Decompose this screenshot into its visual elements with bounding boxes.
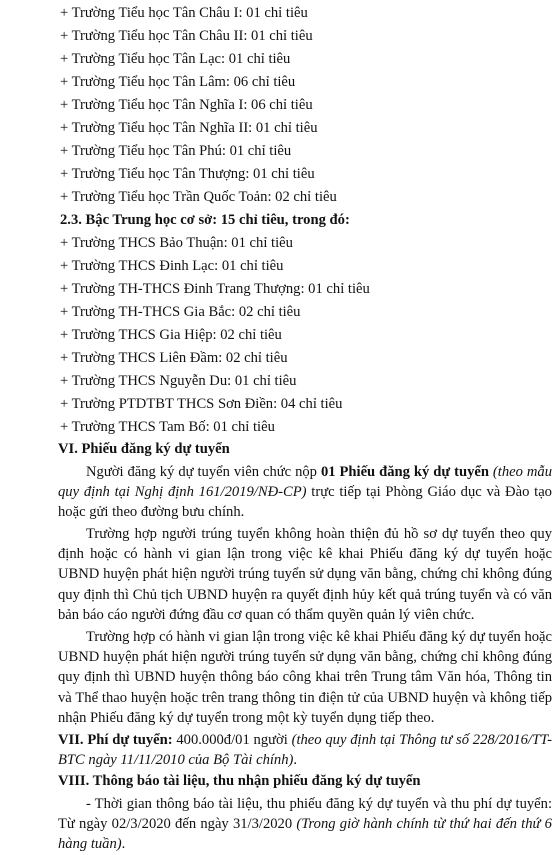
paragraph-vi-1 [58, 462, 552, 523]
section-heading-2-3: 2.3. Bậc Trung học cơ sở: 15 chỉ tiêu, trong đó: [60, 212, 350, 228]
text-run: trực tiếp tại Phòng Giáo dục và Đào tạo hoặc gửi theo đường bưu chính. [58, 484, 552, 521]
italic-run: (theo mẫu quy định tại Nghị định 161/2019/NĐ-CP) [58, 464, 552, 501]
list-item: + Trường PTDTBT THCS Sơn Điền: 04 chỉ tiêu [60, 396, 343, 412]
list-item: + Trường Tiểu học Trần Quốc Toản: 02 chỉ tiêu [60, 189, 337, 205]
section-heading-vii: VII. Phí dự tuyển: [58, 732, 173, 748]
list-item: + Trường Tiểu học Tân Thượng: 01 chỉ tiêu [60, 166, 315, 182]
list-item: + Trường Tiểu học Tân Châu II: 01 chỉ tiêu [60, 28, 313, 44]
paragraph-vi-2: Trường hợp người trúng tuyển không hoàn thiện đủ hồ sơ dự tuyển theo quy định hoặc có hành vi gian lận trong việc kê khai Phiếu đăng ký dự tuyển hoặc UBND huyện phát hiện người trúng tuyển sử dụng văn bằng, chứng chỉ không đúng quy định thì Chủ tịch UBND huyện ra quyết định hủy kết quả trúng tuyển và có văn bản báo cáo người đứng đầu cơ quan có thẩm quyền quản lý viên chức. [58, 526, 552, 623]
list-item: + Trường THCS Bảo Thuận: 01 chỉ tiêu [60, 235, 293, 251]
text-run: - Thời gian thông báo tài liệu, thu phiếu đăng ký dự tuyển và thu phí dự tuyển: Từ ngày 02/3/2020 đến ngày 31/3/2020 [58, 796, 552, 833]
section-heading-viii: VIII. Thông báo tài liệu, thu nhận phiếu đăng ký dự tuyển [58, 773, 421, 789]
list-item: + Trường THCS Đinh Lạc: 01 chỉ tiêu [60, 258, 284, 274]
list-item: + Trường Tiểu học Tân Lạc: 01 chỉ tiêu [60, 51, 291, 67]
list-item: + Trường THCS Tam Bố: 01 chỉ tiêu [60, 419, 275, 435]
bold-run: 01 Phiếu đăng ký dự tuyển [320, 464, 489, 480]
section-vii [58, 730, 552, 770]
list-item: + Trường Tiểu học Tân Lâm: 06 chỉ tiêu [60, 74, 296, 90]
list-item: + Trường THCS Liên Đầm: 02 chỉ tiêu [60, 350, 288, 366]
text-run: Người đăng ký dự tuyển viên chức nộp [86, 464, 321, 480]
text-run: . [121, 836, 126, 853]
list-item: + Trường THCS Nguyễn Du: 01 chỉ tiêu [60, 373, 297, 389]
list-item: + Trường Tiểu học Tân Nghĩa II: 01 chỉ tiêu [60, 120, 318, 136]
italic-run: (Trong giờ hành chính từ thứ hai đến thứ 6 hàng tuần) [58, 816, 552, 853]
list-item: + Trường Tiểu học Tân Phú: 01 chỉ tiêu [60, 143, 292, 159]
list-item: + Trường Tiểu học Tân Châu I: 01 chỉ tiêu [60, 5, 308, 21]
section-heading-vi: VI. Phiếu đăng ký dự tuyển [58, 441, 230, 457]
text-run: . [293, 752, 298, 769]
list-item: + Trường TH-THCS Gia Bắc: 02 chỉ tiêu [60, 304, 301, 320]
list-item: + Trường TH-THCS Đinh Trang Thượng: 01 chỉ tiêu [60, 281, 370, 297]
paragraph-vi-3: Trường hợp có hành vi gian lận trong việc kê khai Phiếu đăng ký dự tuyển hoặc UBND huyện phát hiện người trúng tuyển sử dụng văn bằng, chứng chỉ không đúng quy định thì UBND huyện thông báo công khai trên Trung tâm Văn hóa, Thông tin và Thể thao huyện hoặc trên trang thông tin điện tử của UBND huyện và không tiếp nhận Phiếu đăng ký dự tuyển trong một kỳ tuyển dụng tiếp theo. [58, 629, 553, 726]
list-item: + Trường THCS Gia Hiệp: 02 chỉ tiêu [60, 327, 282, 343]
list-item: + Trường Tiểu học Tân Nghĩa I: 06 chỉ tiêu [60, 97, 313, 113]
fee-value: 400.000đ/01 người [172, 732, 292, 748]
italic-run: (theo quy định tại Thông tư số 228/2016/TT-BTC ngày 11/11/2010 của Bộ Tài chính) [58, 732, 552, 769]
paragraph-viii-1 [58, 794, 552, 855]
